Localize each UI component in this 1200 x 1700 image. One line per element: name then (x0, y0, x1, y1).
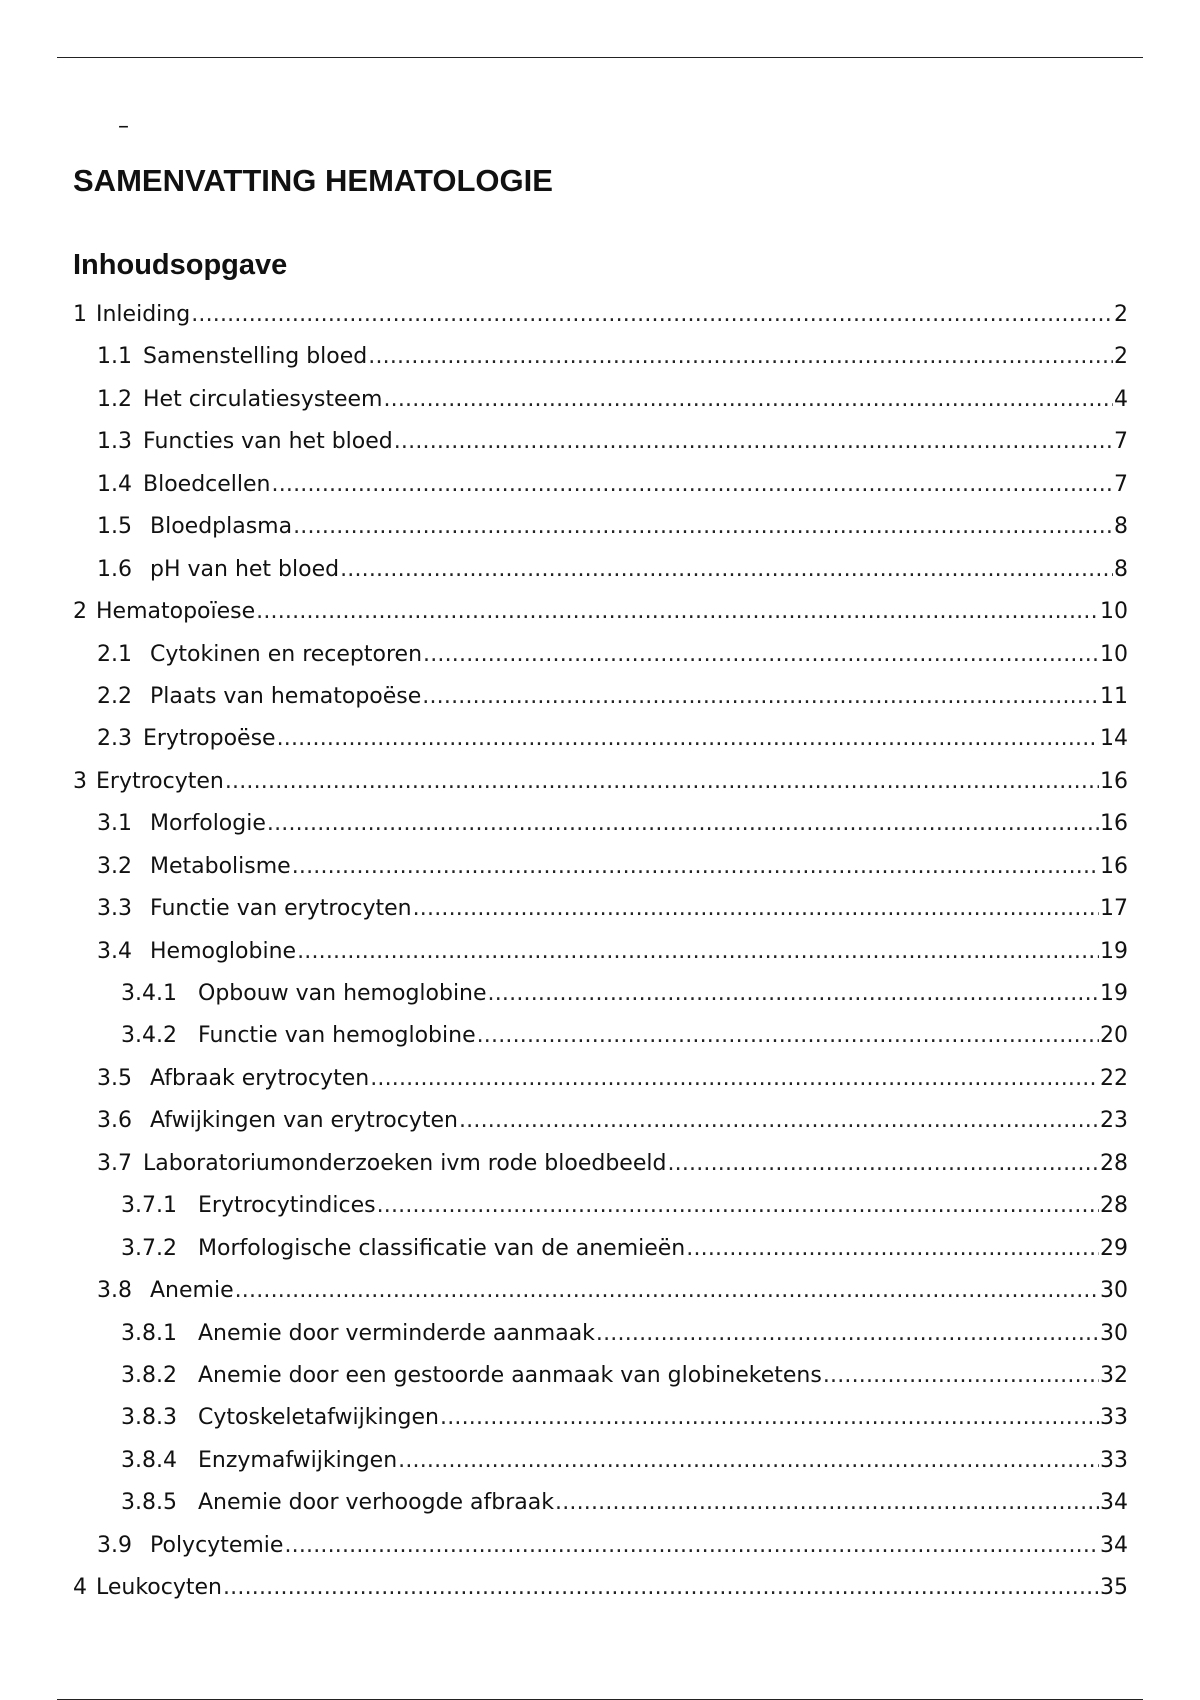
toc-entry-page: 14 (1100, 726, 1128, 752)
toc-entry-title: Cytokinen en receptoren (150, 641, 423, 667)
toc-entry[interactable] (73, 341, 1128, 383)
toc-entry-title: Erytrocyten (96, 768, 224, 794)
toc-entry[interactable] (73, 1105, 1128, 1147)
toc-entry-page: 16 (1100, 811, 1128, 837)
toc-entry-number: 1.4 (97, 471, 132, 497)
toc-dot-leader (256, 596, 1099, 628)
toc-entry-number: 3.3 (97, 896, 132, 922)
toc-entry-number: 3.8.2 (121, 1362, 177, 1388)
toc-entry-number: 1.6 (97, 556, 132, 582)
toc-entry-number: 3.7.2 (121, 1235, 177, 1261)
toc-dot-leader (292, 851, 1099, 883)
toc-entry-title: Enzymafwijkingen (198, 1447, 398, 1473)
toc-entry-number: 1.5 (97, 514, 132, 540)
toc-entry-page: 16 (1100, 768, 1128, 794)
toc-entry-number: 2 (73, 599, 87, 625)
toc-entry-title: Anemie door verhoogde afbraak (198, 1490, 554, 1516)
toc-entry-title: Morfologische classificatie van de anemieën (198, 1235, 686, 1261)
toc-entry[interactable] (73, 596, 1128, 638)
toc-entry[interactable] (73, 681, 1128, 723)
toc-entry-number: 3.2 (97, 853, 132, 879)
toc-entry-number: 3.4.2 (121, 1023, 177, 1049)
toc-entry-title: Functies van het bloed (143, 429, 393, 455)
toc-entry-title: Functie van erytrocyten (150, 896, 412, 922)
toc-entry-page: 2 (1114, 344, 1128, 370)
toc-entry-page: 33 (1100, 1447, 1128, 1473)
toc-entry-page: 16 (1100, 853, 1128, 879)
toc-dot-leader (394, 426, 1113, 458)
toc-entry-page: 19 (1100, 981, 1128, 1006)
toc-entry-number: 1.2 (97, 386, 132, 412)
toc-dot-leader (667, 1148, 1099, 1180)
toc-dot-leader (368, 341, 1113, 373)
toc-entry-page: 33 (1100, 1405, 1128, 1431)
toc-entry[interactable] (73, 1530, 1128, 1572)
toc-entry[interactable] (73, 936, 1128, 978)
toc-dot-leader (383, 384, 1113, 416)
toc-entry-title: Bloedplasma (150, 514, 293, 540)
toc-entry-number: 3.9 (97, 1532, 132, 1558)
toc-dot-leader (235, 1275, 1099, 1307)
toc-entry-title: Het circulatiesysteem (143, 386, 383, 412)
toc-dot-leader (277, 723, 1099, 755)
toc-entry-title: Bloedcellen (143, 471, 271, 497)
toc-entry[interactable] (73, 1402, 1128, 1444)
toc-entry[interactable] (73, 851, 1128, 893)
toc-entry-title: Erytrocytindices (198, 1193, 376, 1219)
toc-entry-page: 30 (1100, 1278, 1128, 1304)
toc-entry[interactable] (73, 893, 1128, 935)
toc-entry-number: 4 (73, 1575, 87, 1601)
toc-entry-page: 8 (1114, 514, 1128, 540)
toc-entry-title: Functie van hemoglobine (198, 1023, 476, 1049)
toc-entry-title: Anemie door een gestoorde aanmaak van globineketens (198, 1362, 822, 1388)
toc-entry-title: Anemie (150, 1278, 234, 1304)
toc-entry-number: 3 (73, 768, 87, 794)
toc-dot-leader (267, 808, 1099, 840)
toc-entry-number: 1.3 (97, 429, 132, 455)
toc-entry-title: Cytoskeletafwijkingen (198, 1405, 439, 1431)
toc-dot-leader (596, 1318, 1099, 1350)
toc-entry[interactable] (73, 723, 1128, 765)
toc-entry[interactable] (73, 1572, 1128, 1614)
toc-dot-leader (440, 1402, 1099, 1434)
toc-entry[interactable] (73, 469, 1128, 511)
toc-entry[interactable] (73, 511, 1128, 553)
toc-dot-leader (422, 681, 1099, 713)
toc-entry[interactable] (73, 1148, 1128, 1190)
toc-entry-number: 2.2 (97, 683, 132, 709)
toc-dot-leader (413, 893, 1099, 925)
toc-entry[interactable] (73, 766, 1128, 808)
toc-entry-page: 11 (1100, 683, 1128, 709)
toc-entry-title: Plaats van hematopoëse (150, 683, 422, 709)
toc-entry[interactable] (73, 1190, 1128, 1232)
toc-entry-page: 28 (1100, 1193, 1128, 1219)
toc-dot-leader (686, 1233, 1099, 1265)
toc-entry-title: Samenstelling bloed (143, 344, 368, 370)
toc-dot-leader (284, 1530, 1099, 1562)
toc-entry[interactable] (73, 1318, 1128, 1360)
toc-entry[interactable] (73, 1445, 1128, 1487)
toc-entry[interactable] (73, 1020, 1128, 1062)
toc-entry-title: pH van het bloed (150, 556, 340, 582)
toc-entry-title: Inleiding (96, 302, 191, 327)
table-of-contents (73, 299, 1128, 1615)
toc-entry-number: 3.4 (97, 938, 132, 964)
toc-entry-page: 4 (1114, 386, 1128, 412)
toc-entry-number: 2.3 (97, 726, 132, 752)
toc-entry[interactable] (73, 554, 1128, 596)
toc-entry-page: 10 (1100, 641, 1128, 667)
toc-entry-page: 32 (1100, 1362, 1128, 1388)
toc-entry-page: 8 (1114, 556, 1128, 582)
toc-entry-page: 10 (1100, 599, 1128, 625)
toc-entry-page: 7 (1114, 471, 1128, 497)
toc-dot-leader (488, 978, 1099, 1010)
toc-entry-page: 28 (1100, 1150, 1128, 1176)
toc-entry-page: 17 (1100, 896, 1128, 922)
toc-entry[interactable] (73, 384, 1128, 426)
toc-entry-title: Opbouw van hemoglobine (198, 981, 487, 1006)
toc-entry-title: Laboratoriumonderzoeken ivm rode bloedbeeld (143, 1150, 667, 1176)
toc-dot-leader (293, 511, 1113, 543)
toc-dot-leader (377, 1190, 1099, 1222)
toc-entry[interactable] (73, 978, 1128, 1020)
toc-entry-page: 23 (1100, 1108, 1128, 1134)
toc-entry-number: 3.8.1 (121, 1320, 177, 1346)
toc-dot-leader (297, 936, 1099, 968)
toc-dot-leader (823, 1360, 1099, 1392)
toc-entry-page: 22 (1100, 1065, 1128, 1091)
toc-entry-number: 3.5 (97, 1065, 132, 1091)
toc-entry-title: Afwijkingen van erytrocyten (150, 1108, 458, 1134)
toc-entry-title: Leukocyten (96, 1575, 222, 1601)
toc-entry-number: 3.1 (97, 811, 132, 837)
toc-dot-leader (223, 1572, 1099, 1604)
toc-entry-page: 19 (1100, 938, 1128, 964)
header-dash: – (118, 114, 129, 139)
toc-entry[interactable] (73, 1360, 1128, 1402)
toc-dot-leader (370, 1063, 1099, 1095)
toc-heading: Inhoudsopgave (73, 249, 288, 281)
toc-entry-page: 35 (1100, 1575, 1128, 1601)
toc-entry-number: 3.8.5 (121, 1490, 177, 1516)
toc-entry-number: 3.4.1 (121, 981, 177, 1006)
toc-entry-title: Morfologie (150, 811, 266, 837)
toc-entry[interactable] (73, 1233, 1128, 1275)
header-rule (57, 57, 1143, 58)
toc-dot-leader (555, 1487, 1099, 1519)
toc-dot-leader (477, 1020, 1099, 1052)
toc-entry-title: Hemoglobine (150, 938, 297, 964)
toc-dot-leader (398, 1445, 1099, 1477)
toc-entry-number: 3.7.1 (121, 1193, 177, 1219)
toc-entry[interactable] (73, 1063, 1128, 1105)
toc-entry-page: 30 (1100, 1320, 1128, 1346)
document-title: SAMENVATTING HEMATOLOGIE (73, 163, 553, 198)
toc-entry-title: Erytropoëse (143, 726, 276, 752)
toc-entry-page: 7 (1114, 429, 1128, 455)
toc-entry-number: 3.8.3 (121, 1405, 177, 1431)
toc-dot-leader (272, 469, 1114, 501)
toc-entry-number: 3.7 (97, 1150, 132, 1176)
toc-entry-title: Metabolisme (150, 853, 291, 879)
toc-entry-page: 29 (1100, 1235, 1128, 1261)
toc-entry-page: 34 (1100, 1490, 1128, 1516)
toc-entry-number: 3.8 (97, 1278, 132, 1304)
toc-entry[interactable] (73, 1487, 1128, 1529)
toc-entry[interactable] (73, 426, 1128, 468)
toc-entry-page: 20 (1100, 1023, 1128, 1049)
toc-entry-number: 3.8.4 (121, 1447, 177, 1473)
toc-dot-leader (191, 299, 1113, 331)
toc-entry-number: 1 (73, 302, 87, 327)
toc-entry-title: Polycytemie (150, 1532, 284, 1558)
toc-entry-title: Anemie door verminderde aanmaak (198, 1320, 595, 1346)
toc-entry[interactable] (73, 1275, 1128, 1317)
toc-dot-leader (225, 766, 1099, 798)
toc-entry[interactable] (73, 299, 1128, 341)
toc-entry-number: 3.6 (97, 1108, 132, 1134)
toc-entry-page: 34 (1100, 1532, 1128, 1558)
toc-dot-leader (340, 554, 1113, 586)
toc-entry-page: 2 (1114, 302, 1128, 327)
toc-entry[interactable] (73, 808, 1128, 850)
toc-entry-title: Hematopoïese (96, 599, 256, 625)
toc-entry[interactable] (73, 639, 1128, 681)
toc-entry-title: Afbraak erytrocyten (150, 1065, 370, 1091)
toc-entry-number: 2.1 (97, 641, 132, 667)
toc-dot-leader (459, 1105, 1099, 1137)
toc-entry-number: 1.1 (97, 344, 132, 370)
toc-dot-leader (423, 639, 1099, 671)
